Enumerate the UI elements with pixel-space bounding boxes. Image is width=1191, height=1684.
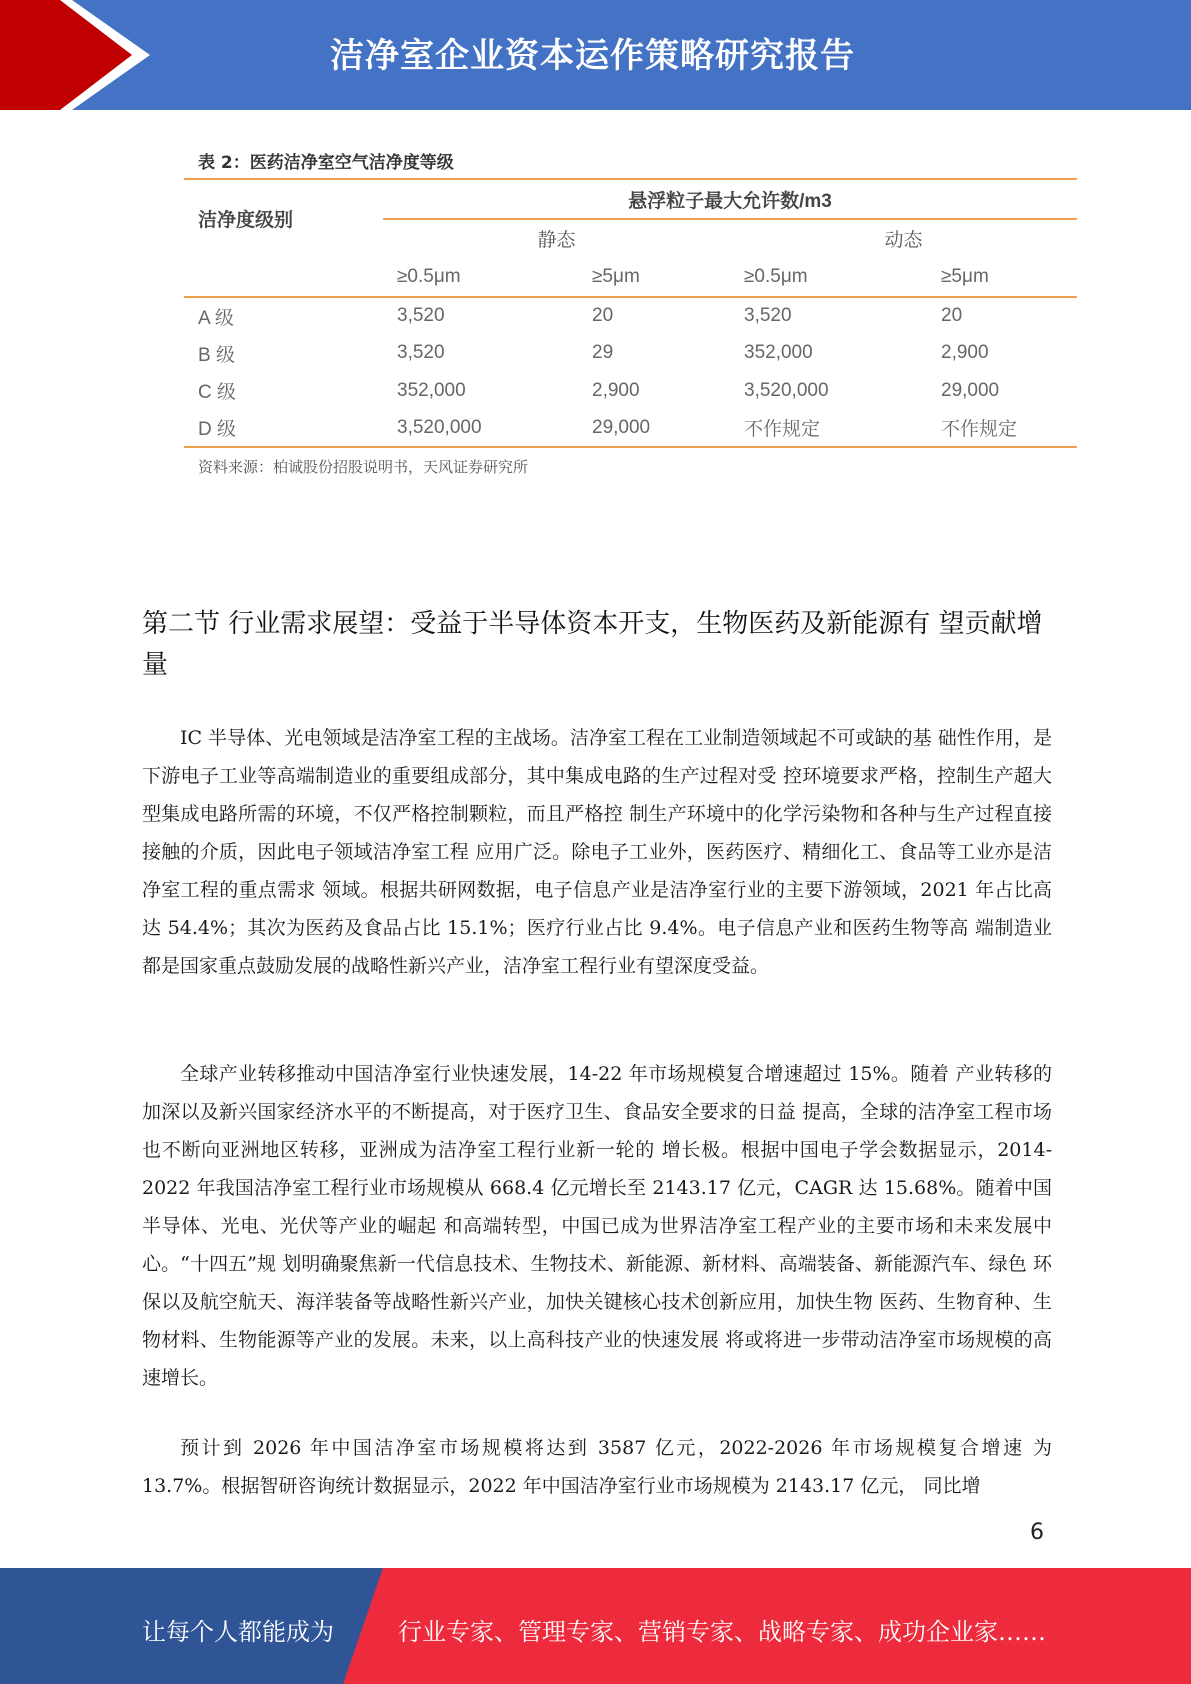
table-cell: 20 [592, 305, 614, 327]
unit-header: ≥5μm [927, 257, 1077, 297]
footer-slogan-right: 行业专家、管理专家、营销专家、战略专家、成功企业家…… [398, 1618, 1046, 1646]
table-cell: 3,520,000 [744, 379, 829, 401]
unit-header: ≥0.5μm [730, 257, 927, 297]
table-cell: 29,000 [578, 410, 730, 448]
section-heading: 第二节 行业需求展望：受益于半导体资本开支，生物医药及新能源有 望贡献增量 [142, 609, 1043, 680]
header-ribbon-arrow [0, 0, 160, 110]
row-label-header: 洁净度级别 [184, 179, 383, 257]
unit-header-blank [184, 257, 383, 297]
body-paragraph: 全球产业转移推动中国洁净室行业快速发展，14-22 年市场规模复合增速超过 15%。随着 产业转移的加深以及新兴国家经济水平的不断提高，对于医疗卫生、食品安全要求的日益 提高，全球的洁净室工程市场也不断向亚洲地区转移，亚洲成为洁净室工程行业新一轮的 增长极。根据中国电子学会数据显示，2014-2022 年我国洁净室工程行业市场规模从 668.4 亿元增长至 2143.17 亿元，CAGR 达 15.68%。随着中国半导体、光电、光伏等产业的崛起 和高端转型，中国已成为世界洁净室工程产业的主要市场和未来发展中心。“十四五”规 划明确聚焦新一代信息技术、生物技术、新能源、新材料、高端装备、新能源汽车、绿色 环保以及航空航天、海洋装备等战略性新兴产业，加快关键核心技术创新应用，加快生物 医药、生物育种、生物材料、生物能源等产业的发展。未来，以上高科技产业的快速发展 将或将进一步带动洁净室市场规模的高速增长。 [142, 1063, 1052, 1389]
table-row [184, 372, 1077, 410]
table-cell: 3,520 [744, 305, 792, 327]
unit-header: ≥5μm [578, 257, 730, 297]
table-row [184, 297, 1077, 335]
grade-cell: D 级 [184, 410, 383, 448]
page-footer [0, 1568, 1191, 1684]
body-paragraph: 预计到 2026 年中国洁净室市场规模将达到 3587 亿元，2022-2026 年市场规模复合增速 为 13.7%。根据智研咨询统计数据显示，2022 年中国洁净室行业市场规模为 2143.17 亿元， 同比增 [142, 1437, 1052, 1497]
grade-cell: B 级 [198, 344, 235, 366]
table-cell: 20 [941, 305, 963, 327]
static-header: 静态 [383, 219, 730, 257]
cleanliness-grade-table [184, 178, 1077, 448]
table-cell: 3,520,000 [383, 410, 578, 448]
group-header: 悬浮粒子最大允许数/m3 [383, 179, 1077, 219]
table-source-note: 资料来源：柏诚股份招股说明书，天风证券研究所 [198, 458, 529, 476]
table-cell: 不作规定 [927, 410, 1077, 448]
dynamic-header: 动态 [730, 219, 1077, 257]
table-cell: 2,900 [592, 379, 640, 401]
table-cell: 29,000 [941, 379, 1000, 401]
report-title: 洁净室企业资本运作策略研究报告 [330, 36, 855, 76]
table-cell: 352,000 [397, 379, 466, 401]
unit-header: ≥0.5μm [383, 257, 578, 297]
page-number: 6 [1030, 1520, 1044, 1545]
table-cell: 2,900 [941, 342, 989, 364]
table-cell: 3,520 [397, 342, 445, 364]
body-paragraph: IC 半导体、光电领域是洁净室工程的主战场。洁净室工程在工业制造领域起不可或缺的基 础性作用，是下游电子工业等高端制造业的重要组成部分，其中集成电路的生产过程对受 控环境要求严格，控制生产超大型集成电路所需的环境，不仅严格控制颗粒，而且严格控 制生产环境中的化学污染物和各种与生产过程直接接触的介质，因此电子领域洁净室工程 应用广泛。除电子工业外，医药医疗、精细化工、食品等工业亦是洁净室工程的重点需求 领域。根据共研网数据，电子信息产业是洁净室行业的主要下游领域，2021 年占比高达 54.4%；其次为医药及食品占比 15.1%；医疗行业占比 9.4%。电子信息产业和医药生物等高 端制造业都是国家重点鼓励发展的战略性新兴产业，洁净室工程行业有望深度受益。 [142, 727, 1052, 977]
table-cell: 不作规定 [730, 410, 927, 448]
table-cell: 352,000 [744, 342, 813, 364]
page-header [0, 0, 1191, 110]
table-row [184, 410, 1077, 448]
footer-slogan-left: 让每个人都能成为 [142, 1618, 334, 1646]
grade-cell: A 级 [198, 307, 234, 329]
table-row [184, 335, 1077, 373]
table-caption: 表 2：医药洁净室空气洁净度等级 [198, 153, 454, 173]
grade-cell: C 级 [198, 382, 237, 404]
table-cell: 3,520 [397, 305, 445, 327]
table-cell: 29 [592, 342, 614, 364]
